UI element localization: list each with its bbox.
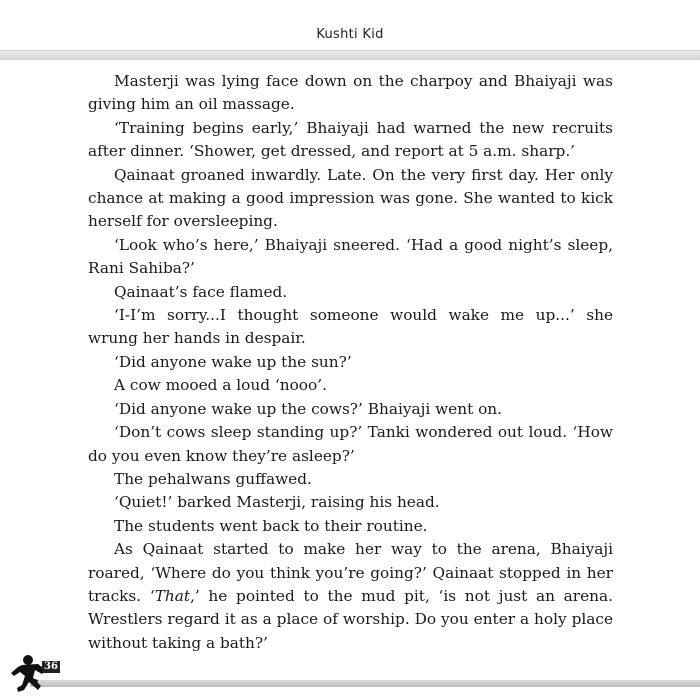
- italic-emphasis: That: [154, 586, 191, 605]
- paragraph: ‘Look who’s here,’ Bhaiyaji sneered. ‘Had a good night’s sleep, Rani Sahiba?’: [88, 235, 613, 278]
- wrestler-silhouette-icon: [8, 652, 68, 698]
- paragraph: ‘Don’t cows sleep standing up?’ Tanki wondered out loud. ‘How do you even know they’re asleep?’: [88, 423, 613, 465]
- page-footer: [0, 652, 700, 700]
- header-title: Kushti Kid: [316, 27, 384, 42]
- page-number: 36: [44, 661, 58, 672]
- paragraph: ‘I-I’m sorry...I thought someone would wake me up...’ she wrung her hands in despair.: [88, 306, 613, 348]
- paragraph: The pehalwans guffawed.: [114, 469, 312, 488]
- paragraph: Qainaat groaned inwardly. Late. On the very first day. Her only chance at making a good impression was gone. She wanted to kick herself for oversleeping.: [88, 165, 613, 231]
- footer-rule: [30, 680, 700, 687]
- paragraph-text: ,’ he pointed to the mud pit, ‘is not just an arena. Wrestlers regard it as a place of worship. Do you enter a holy place without taking a bath?’: [88, 586, 613, 652]
- paragraph: ‘Quiet!’ barked Masterji, raising his head.: [114, 493, 440, 512]
- paragraph-last: [88, 538, 613, 655]
- paragraph: ‘Training begins early,’ Bhaiyaji had warned the new recruits after dinner. ‘Shower, get dressed, and report at 5 a.m. sharp.’: [88, 118, 613, 161]
- paragraph: ‘Did anyone wake up the cows?’ Bhaiyaji went on.: [114, 399, 503, 418]
- paragraph: The students went back to their routine.: [114, 516, 428, 535]
- paragraph: A cow mooed a loud ‘nooo’.: [114, 376, 327, 395]
- paragraph: Qainaat’s face flamed.: [114, 282, 288, 301]
- paragraph-text: As Qainaat started to make her way to the arena, Bhaiyaji roared, ‘Where do you think you’re going?’ Qainaat stopped in her tracks. ‘: [88, 540, 613, 605]
- paragraph: Masterji was lying face down on the charpoy and Bhaiyaji was giving him an oil massage.: [88, 72, 613, 114]
- header-rule: [0, 50, 700, 60]
- paragraph: ‘Did anyone wake up the sun?’: [114, 352, 352, 371]
- running-header: [0, 0, 700, 62]
- page-body: [88, 70, 613, 655]
